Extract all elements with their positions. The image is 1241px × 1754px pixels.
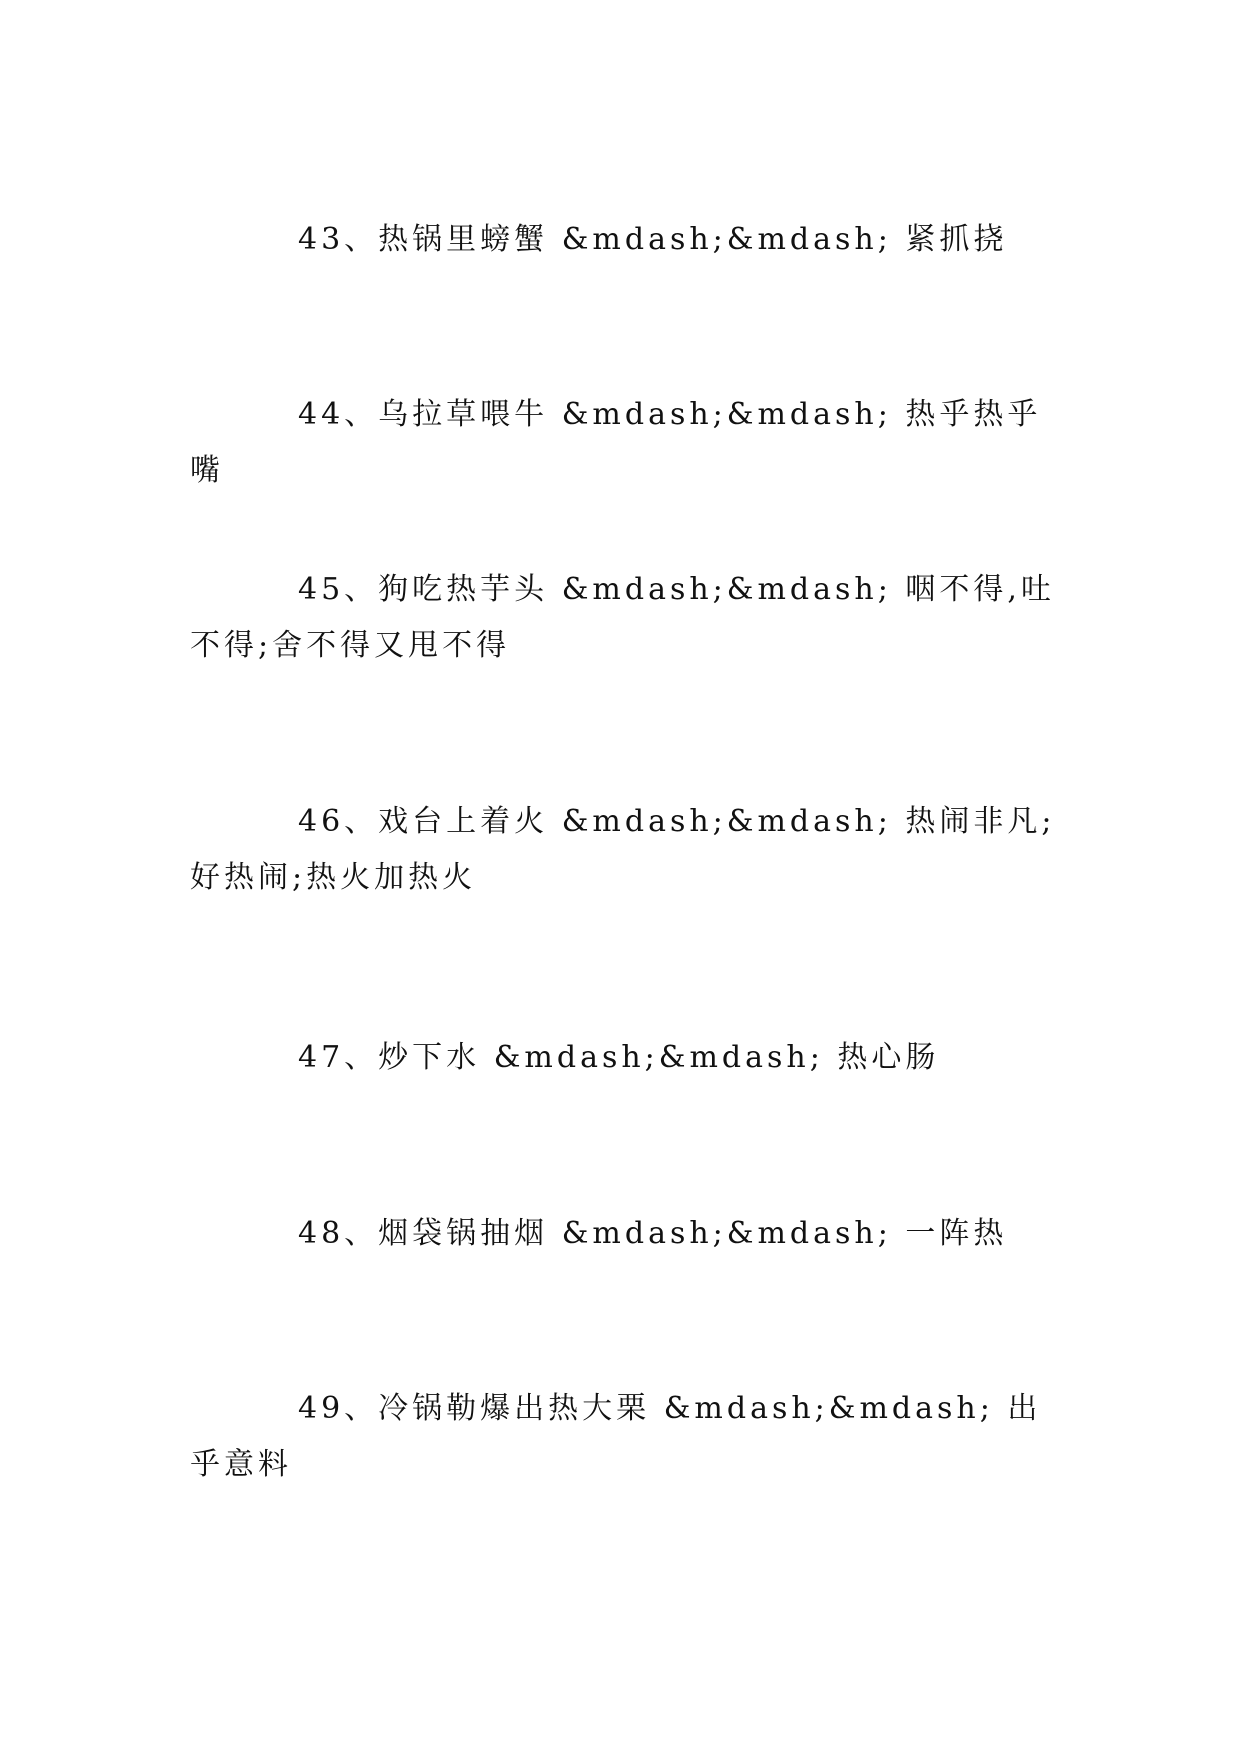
entry-47 — [190, 1030, 1070, 1086]
entry-43 — [190, 212, 1070, 268]
entry-text: 46、戏台上着火 &mdash;&mdash; 热闹非凡;好热闹;热火加热火 — [190, 804, 1056, 895]
entry-text: 47、炒下水 &mdash;&mdash; 热心肠 — [298, 1040, 940, 1075]
entry-text: 45、狗吃热芋头 &mdash;&mdash; 咽不得,吐不得;舍不得又甩不得 — [190, 572, 1055, 663]
entry-text: 48、烟袋锅抽烟 &mdash;&mdash; 一阵热 — [298, 1216, 1008, 1251]
entry-text: 44、乌拉草喂牛 &mdash;&mdash; 热乎热乎嘴 — [190, 397, 1042, 488]
entry-45 — [190, 562, 1070, 674]
entry-text: 49、冷锅勒爆出热大栗 &mdash;&mdash; 出乎意料 — [190, 1391, 1042, 1482]
entry-44 — [190, 387, 1070, 499]
entry-48 — [190, 1206, 1070, 1262]
entry-46 — [190, 794, 1070, 906]
entry-text: 43、热锅里螃蟹 &mdash;&mdash; 紧抓挠 — [298, 222, 1008, 257]
entry-49 — [190, 1381, 1070, 1493]
